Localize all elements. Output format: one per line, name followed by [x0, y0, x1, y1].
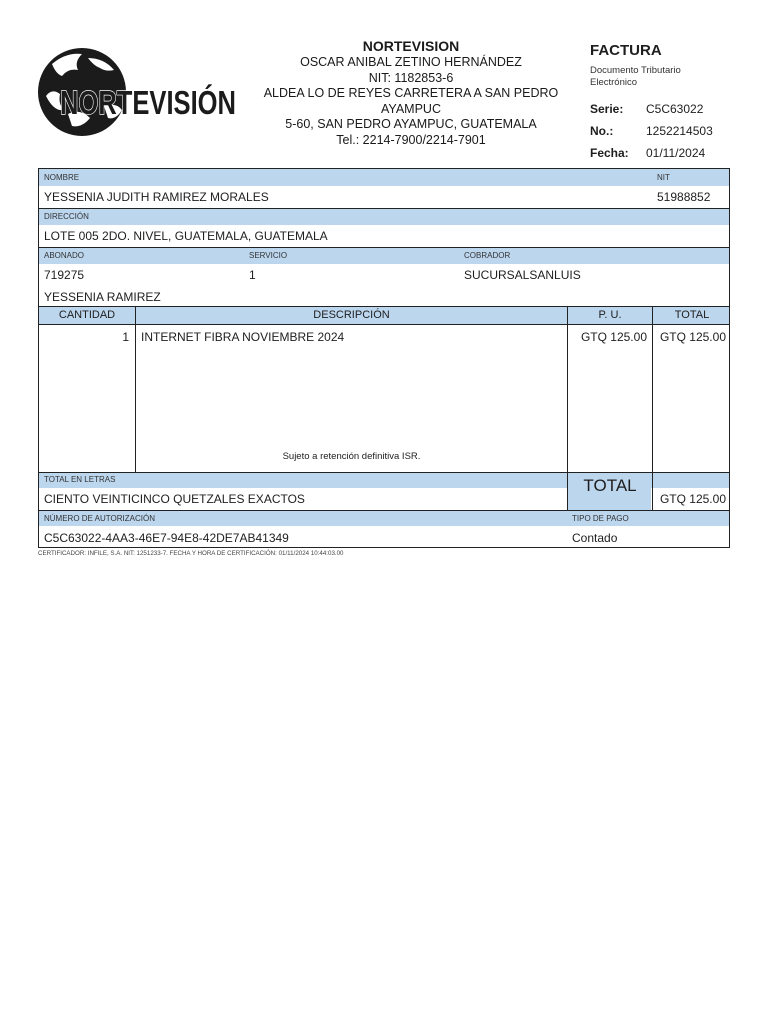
servicio-value: 1 [249, 268, 256, 282]
logo-text: NORTEVISIÓN [60, 84, 236, 121]
serie-value: C5C63022 [646, 102, 704, 116]
certificador-footer: CERTIFICADOR: INFILE, S.A. NIT: 1251233-7. FECHA Y HORA DE CERTIFICACIÓN: 01/11/2024 10:44:03.00 [38, 550, 344, 557]
row-cantidad: 1 [122, 330, 129, 344]
abonado-label: ABONADO [44, 251, 85, 260]
pago-value: Contado [572, 531, 618, 545]
pago-label: TIPO DE PAGO [572, 514, 629, 523]
number-row [590, 120, 730, 142]
divider [39, 208, 729, 209]
company-owner: OSCAR ANIBAL ZETINO HERNÁNDEZ [300, 55, 522, 69]
abonado-value: 719275 [44, 268, 85, 282]
nombre-value: YESSENIA JUDITH RAMIREZ MORALES [44, 190, 269, 204]
row-pu: GTQ 125.00 [580, 330, 647, 344]
date-row [590, 142, 730, 164]
company-info [240, 38, 582, 148]
invoice-frame [38, 168, 730, 548]
divider [39, 247, 729, 248]
serie-row [590, 98, 730, 120]
serie-label: Serie: [590, 102, 624, 116]
direccion-label: DIRECCIÓN [44, 212, 89, 221]
document-subtitle: Documento Tributario Electrónico [590, 65, 681, 88]
divider [39, 306, 729, 307]
company-logo [38, 44, 238, 140]
nit-value: 51988852 [657, 190, 711, 204]
isr-note: Sujeto a retención definitiva ISR. [282, 451, 421, 462]
contacto-value: YESSENIA RAMIREZ [44, 290, 161, 304]
company-address-1: ALDEA LO DE REYES CARRETERA A SAN PEDRO AYAMPUC [263, 86, 559, 116]
document-info [590, 42, 730, 164]
globe-logo-icon [38, 44, 238, 140]
row-descripcion: INTERNET FIBRA NOVIEMBRE 2024 [141, 330, 345, 344]
cobrador-value: SUCURSALSANLUIS [464, 268, 581, 282]
direccion-value: LOTE 005 2DO. NIVEL, GUATEMALA, GUATEMALA [44, 229, 328, 243]
company-address-2: 5-60, SAN PEDRO AYAMPUC, GUATEMALA [285, 117, 537, 131]
direccion-band [39, 209, 729, 225]
nombre-band [39, 169, 729, 186]
letras-label: TOTAL EN LETRAS [44, 475, 116, 484]
abonado-band [39, 248, 729, 264]
letras-value: CIENTO VEINTICINCO QUETZALES EXACTOS [44, 492, 305, 506]
nombre-label: NOMBRE [44, 173, 80, 182]
divider [39, 472, 729, 473]
number-value: 1252214503 [646, 124, 713, 138]
autorizacion-value: C5C63022-4AA3-46E7-94E8-42DE7AB41349 [44, 531, 289, 545]
nit-label: NIT [657, 173, 670, 182]
date-label: Fecha: [590, 146, 629, 160]
servicio-label: SERVICIO [249, 251, 288, 260]
column-divider [135, 306, 136, 472]
cobrador-label: COBRADOR [464, 251, 511, 260]
divider [39, 324, 729, 325]
header-total: TOTAL [674, 309, 710, 321]
header-cantidad: CANTIDAD [58, 309, 116, 321]
autorizacion-label: NÚMERO DE AUTORIZACIÓN [44, 514, 155, 523]
date-value: 01/11/2024 [646, 146, 706, 160]
header-descripcion: DESCRIPCIÓN [313, 309, 390, 321]
company-nit: NIT: 1182853-6 [368, 70, 454, 85]
total-value: GTQ 125.00 [659, 492, 726, 506]
total-label: TOTAL [583, 476, 637, 495]
header-pu: P. U. [598, 309, 622, 321]
row-total: GTQ 125.00 [659, 330, 726, 344]
company-phone: Tel.: 2214-7900/2214-7901 [336, 132, 486, 147]
number-label: No.: [590, 124, 614, 138]
document-title: FACTURA [590, 42, 662, 59]
divider [39, 510, 729, 511]
company-name: NORTEVISION [362, 38, 460, 54]
